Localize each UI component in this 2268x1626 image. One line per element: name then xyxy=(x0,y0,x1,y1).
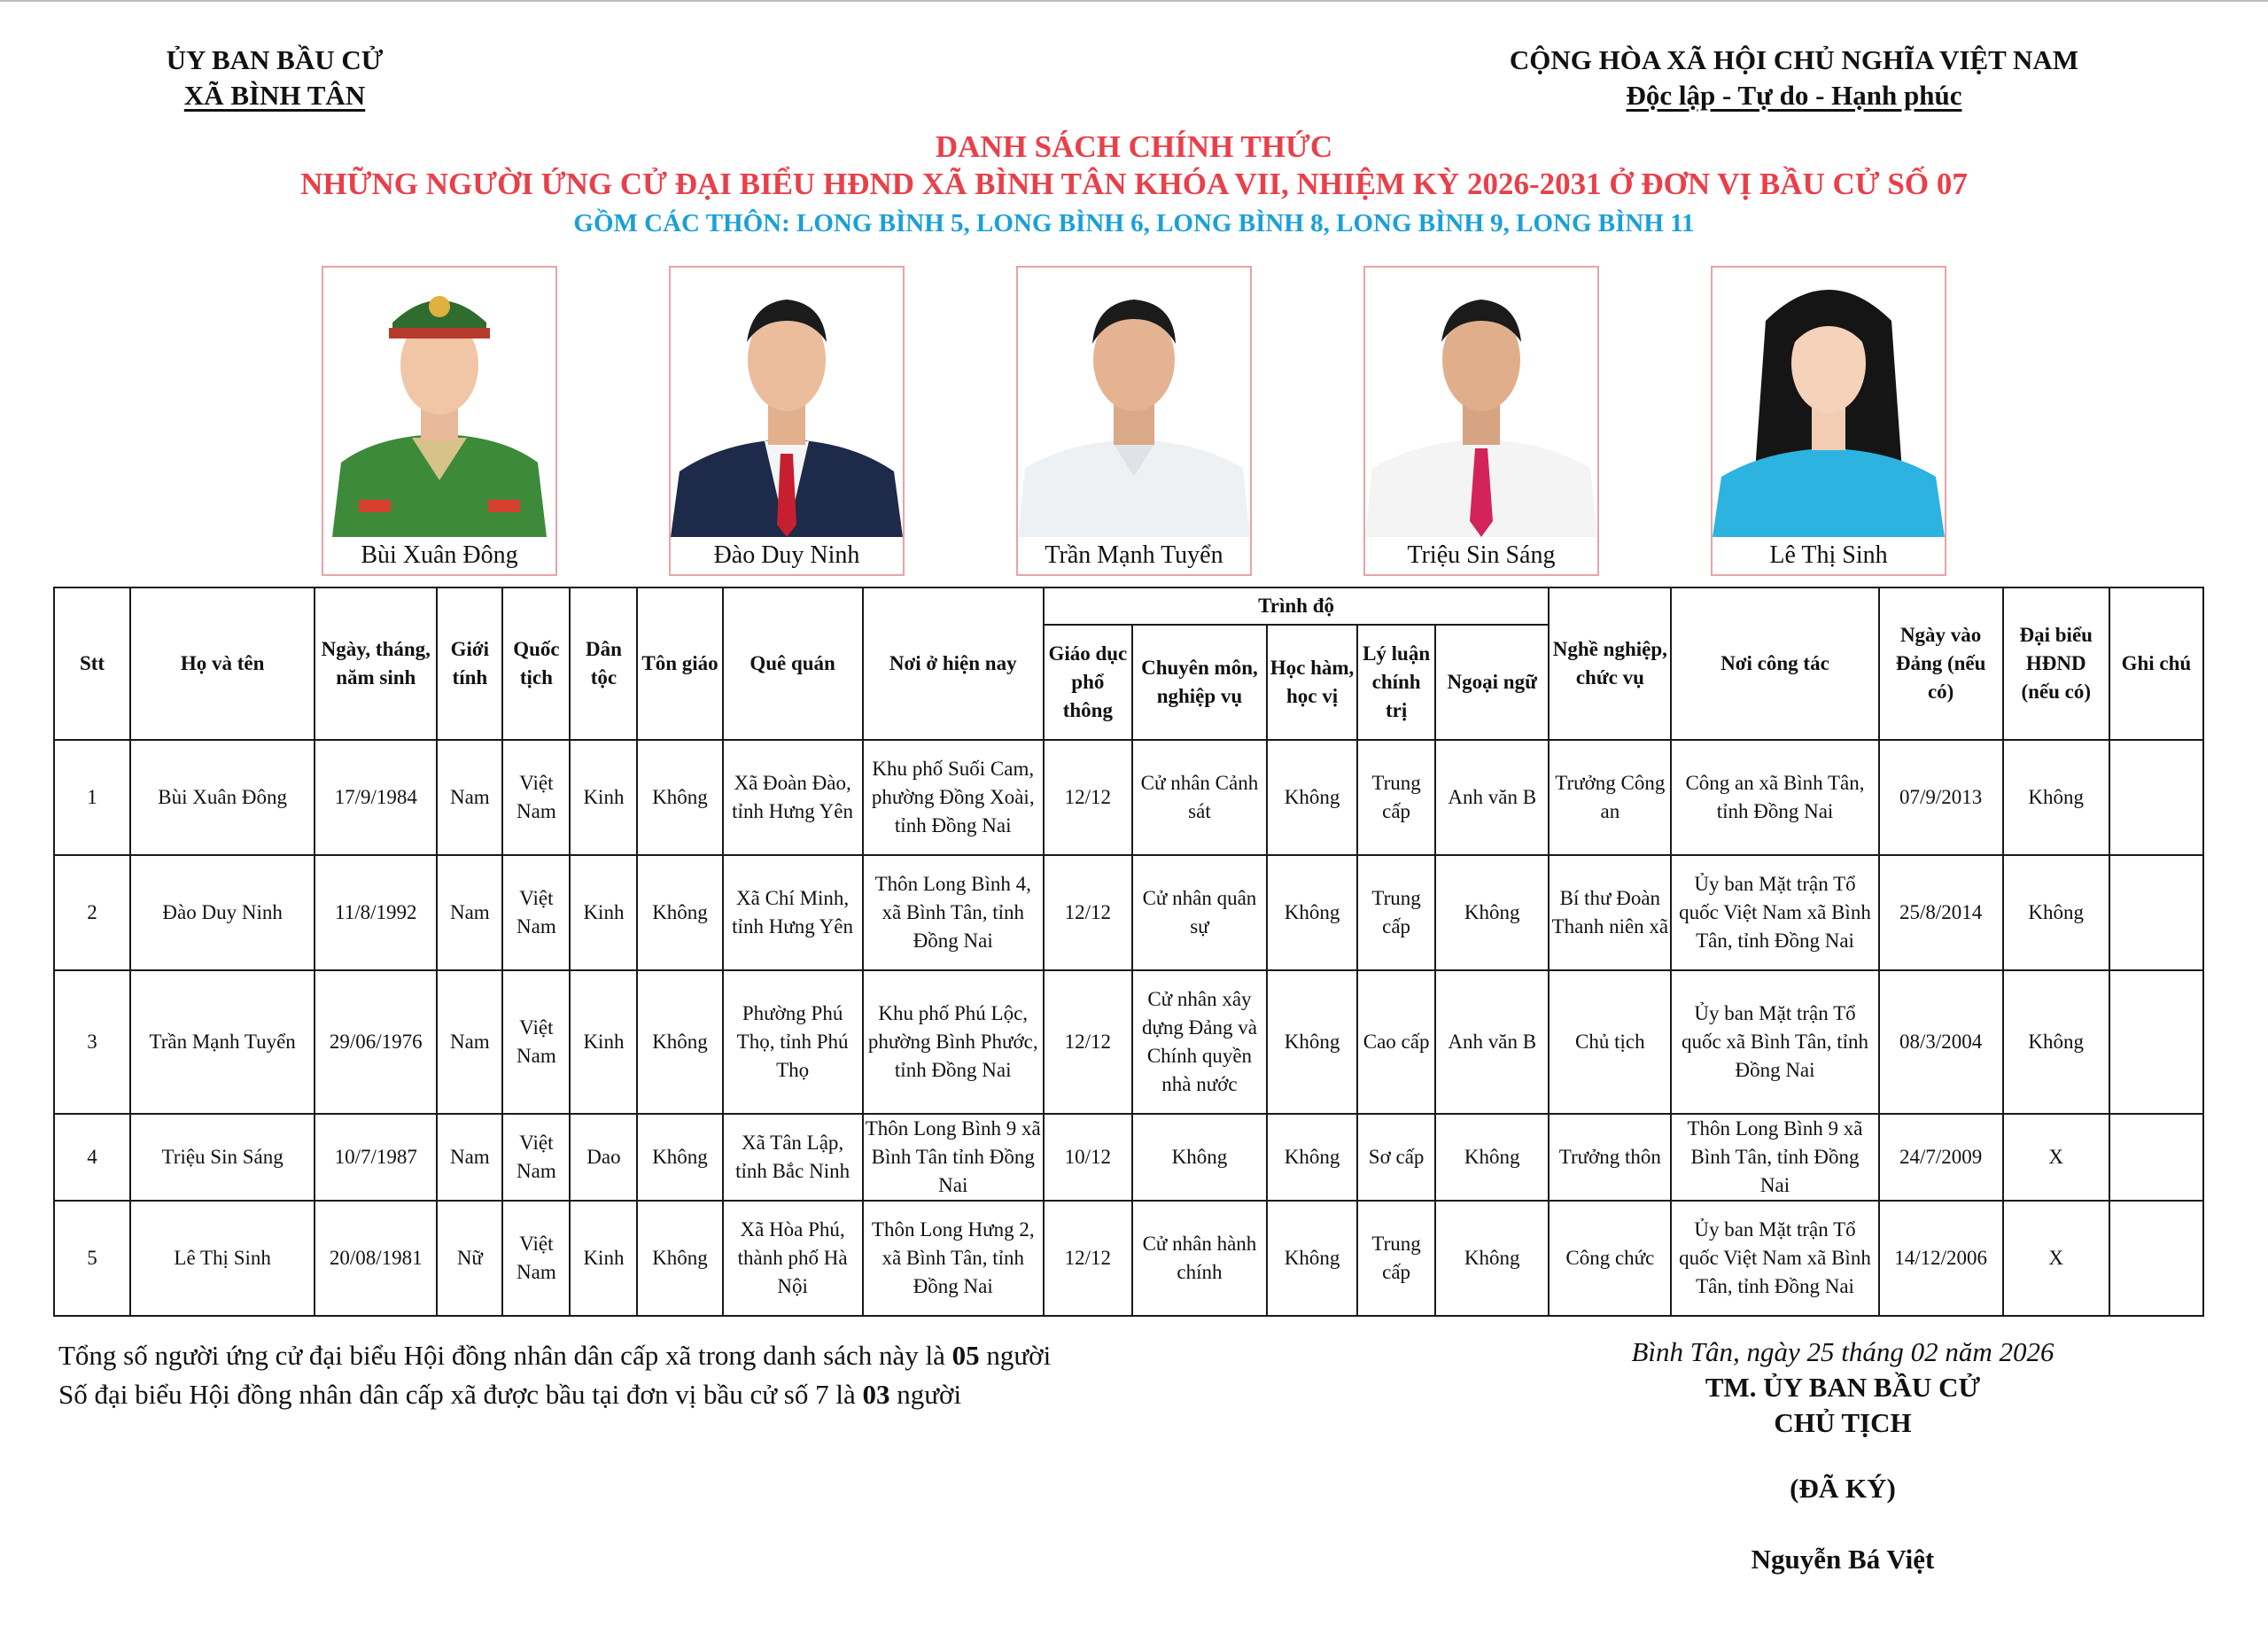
candidate-photo xyxy=(671,268,903,537)
cell-education: 10/12 xyxy=(1044,1114,1132,1201)
cell-birthdate: 29/06/1976 xyxy=(315,970,437,1114)
cell-education: 12/12 xyxy=(1044,970,1132,1114)
cell-specialty: Cử nhân Cảnh sát xyxy=(1132,740,1267,855)
cell-political-theory: Trung cấp xyxy=(1357,1201,1435,1316)
header-nationality: Quốc tịch xyxy=(502,587,570,740)
cell-notes xyxy=(2109,1201,2203,1316)
cell-stt: 5 xyxy=(54,1201,130,1316)
candidate-photo xyxy=(1018,268,1250,537)
cell-hometown: Xã Tân Lập, tỉnh Bắc Ninh xyxy=(723,1114,863,1201)
motto: Độc lập - Tự do - Hạnh phúc xyxy=(1626,80,1962,111)
cell-party-date: 07/9/2013 xyxy=(1879,740,2003,855)
elected-suffix: người xyxy=(889,1379,962,1410)
table-row xyxy=(54,970,2203,1114)
cell-stt: 3 xyxy=(54,970,130,1114)
cell-workplace: Công an xã Bình Tân, tỉnh Đồng Nai xyxy=(1671,740,1878,855)
table-row xyxy=(54,1114,2203,1201)
national-motto xyxy=(1453,43,2135,113)
cell-gender: Nam xyxy=(437,970,502,1114)
header-political-theory: Lý luận chính trị xyxy=(1357,625,1435,740)
cell-political-theory: Sơ cấp xyxy=(1357,1114,1435,1201)
cell-nationality: Việt Nam xyxy=(502,740,570,855)
cell-stt: 1 xyxy=(54,740,130,855)
signature-org: TM. ỦY BAN BẦU CỬ xyxy=(1705,1372,1981,1403)
cell-occupation: Bí thư Đoàn Thanh niên xã xyxy=(1549,855,1671,970)
cell-occupation: Công chức xyxy=(1549,1201,1671,1316)
cell-birthdate: 10/7/1987 xyxy=(315,1114,437,1201)
cell-workplace: Ủy ban Mặt trận Tổ quốc Việt Nam xã Bình Tân, tỉnh Đồng Nai xyxy=(1671,1201,1878,1316)
header-education: Giáo dục phổ thông xyxy=(1044,625,1132,740)
cell-party-date: 08/3/2004 xyxy=(1879,970,2003,1114)
candidate-photo-card xyxy=(1363,266,1599,576)
cell-gender: Nữ xyxy=(437,1201,502,1316)
cell-specialty: Không xyxy=(1132,1114,1267,1201)
table-row xyxy=(54,1201,2203,1316)
header-ethnicity: Dân tộc xyxy=(570,587,637,740)
cell-residence: Khu phố Phú Lộc, phường Bình Phước, tỉnh Đồng Nai xyxy=(863,970,1044,1114)
cell-gender: Nam xyxy=(437,1114,502,1201)
cell-name: Đào Duy Ninh xyxy=(130,855,315,970)
candidate-photo-name: Đào Duy Ninh xyxy=(713,541,860,569)
cell-foreign-language: Không xyxy=(1435,1114,1549,1201)
cell-gender: Nam xyxy=(437,855,502,970)
signer-name: Nguyễn Bá Việt xyxy=(1751,1544,1935,1575)
cell-foreign-language: Anh văn B xyxy=(1435,970,1549,1114)
issuing-authority-line1: ỦY BAN BẦU CỬ xyxy=(166,44,384,75)
cell-residence: Khu phố Suối Cam, phường Đồng Xoài, tỉnh Đồng Nai xyxy=(863,740,1044,855)
cell-residence: Thôn Long Hưng 2, xã Bình Tân, tỉnh Đồng Nai xyxy=(863,1201,1044,1316)
cell-academic-rank: Không xyxy=(1267,855,1357,970)
candidate-photo xyxy=(1713,268,1945,537)
cell-academic-rank: Không xyxy=(1267,970,1357,1114)
cell-specialty: Cử nhân quân sự xyxy=(1132,855,1267,970)
header-academic-rank: Học hàm, học vị xyxy=(1267,625,1357,740)
cell-education: 12/12 xyxy=(1044,1201,1132,1316)
elected-seats-line xyxy=(58,1375,1051,1414)
header-notes: Ghi chú xyxy=(2109,587,2203,740)
cell-name: Bùi Xuân Đông xyxy=(130,740,315,855)
header-party-date: Ngày vào Đảng (nếu có) xyxy=(1879,587,2003,740)
cell-party-date: 24/7/2009 xyxy=(1879,1114,2003,1201)
signature-title: CHỦ TỊCH xyxy=(1774,1407,1912,1438)
elected-prefix: Số đại biểu Hội đồng nhân dân cấp xã được bầu tại đơn vị bầu cử số 7 là xyxy=(58,1379,863,1410)
cell-ethnicity: Kinh xyxy=(570,740,637,855)
cell-academic-rank: Không xyxy=(1267,740,1357,855)
table-row xyxy=(54,740,2203,855)
total-count: 05 xyxy=(951,1340,980,1371)
cell-political-theory: Trung cấp xyxy=(1357,740,1435,855)
candidate-photo-card xyxy=(1016,266,1252,576)
cell-notes xyxy=(2109,970,2203,1114)
cell-workplace: Thôn Long Bình 9 xã Bình Tân, tỉnh Đồng Nai xyxy=(1671,1114,1878,1201)
cell-hometown: Xã Đoàn Đào, tỉnh Hưng Yên xyxy=(723,740,863,855)
total-candidates-line xyxy=(58,1336,1051,1375)
cell-hometown: Phường Phú Thọ, tỉnh Phú Thọ xyxy=(723,970,863,1114)
cell-stt: 4 xyxy=(54,1114,130,1201)
header-foreign-language: Ngoại ngữ xyxy=(1435,625,1549,740)
cell-religion: Không xyxy=(637,855,722,970)
candidate-photo-name: Triệu Sin Sáng xyxy=(1407,541,1556,569)
candidate-photo-name: Trần Mạnh Tuyển xyxy=(1045,541,1223,569)
cell-specialty: Cử nhân hành chính xyxy=(1132,1201,1267,1316)
cell-foreign-language: Không xyxy=(1435,1201,1549,1316)
cell-occupation: Trưởng Công an xyxy=(1549,740,1671,855)
signed-mark: (ĐÃ KÝ) xyxy=(1790,1473,1896,1504)
cell-party-date: 25/8/2014 xyxy=(1879,855,2003,970)
cell-hometown: Xã Chí Minh, tỉnh Hưng Yên xyxy=(723,855,863,970)
cell-ethnicity: Kinh xyxy=(570,855,637,970)
cell-occupation: Trưởng thôn xyxy=(1549,1114,1671,1201)
cell-occupation: Chủ tịch xyxy=(1549,970,1671,1114)
header-residence: Nơi ở hiện nay xyxy=(863,587,1044,740)
cell-religion: Không xyxy=(637,970,722,1114)
cell-nationality: Việt Nam xyxy=(502,1114,570,1201)
document-subtitle: NHỮNG NGƯỜI ỨNG CỬ ĐẠI BIỂU HĐND XÃ BÌNH TÂN KHÓA VII, NHIỆM KỲ 2026-2031 Ở ĐƠN VỊ BẦU CỬ SỐ 07 xyxy=(300,167,1968,201)
candidate-photo-card xyxy=(669,266,905,576)
cell-name: Lê Thị Sinh xyxy=(130,1201,315,1316)
header-religion: Tôn giáo xyxy=(637,587,722,740)
header-hometown: Quê quán xyxy=(723,587,863,740)
cell-academic-rank: Không xyxy=(1267,1201,1357,1316)
cell-political-theory: Trung cấp xyxy=(1357,855,1435,970)
cell-stt: 2 xyxy=(54,855,130,970)
cell-religion: Không xyxy=(637,740,722,855)
cell-notes xyxy=(2109,1114,2203,1201)
cell-council-member: X xyxy=(2003,1201,2109,1316)
header-stt: Stt xyxy=(54,587,130,740)
header-birthdate: Ngày, tháng, năm sinh xyxy=(315,587,437,740)
cell-ethnicity: Kinh xyxy=(570,1201,637,1316)
cell-foreign-language: Anh văn B xyxy=(1435,740,1549,855)
header-qualifications: Trình độ xyxy=(1044,587,1549,625)
issuing-authority xyxy=(115,43,434,113)
total-suffix: người xyxy=(979,1340,1052,1371)
cell-academic-rank: Không xyxy=(1267,1114,1357,1201)
header-workplace: Nơi công tác xyxy=(1671,587,1878,740)
cell-political-theory: Cao cấp xyxy=(1357,970,1435,1114)
candidate-photo-name: Lê Thị Sinh xyxy=(1769,541,1888,569)
cell-council-member: X xyxy=(2003,1114,2109,1201)
candidate-photo-card xyxy=(1711,266,1946,576)
cell-workplace: Ủy ban Mặt trận Tổ quốc Việt Nam xã Bình Tân, tỉnh Đồng Nai xyxy=(1671,855,1878,970)
cell-foreign-language: Không xyxy=(1435,855,1549,970)
cell-education: 12/12 xyxy=(1044,855,1132,970)
cell-hometown: Xã Hòa Phú, thành phố Hà Nội xyxy=(723,1201,863,1316)
cell-nationality: Việt Nam xyxy=(502,970,570,1114)
candidate-photo xyxy=(1365,268,1597,537)
document-date: Bình Tân, ngày 25 tháng 02 năm 2026 xyxy=(1631,1336,2054,1367)
cell-council-member: Không xyxy=(2003,855,2109,970)
cell-ethnicity: Kinh xyxy=(570,970,637,1114)
cell-religion: Không xyxy=(637,1114,722,1201)
cell-party-date: 14/12/2006 xyxy=(1879,1201,2003,1316)
cell-gender: Nam xyxy=(437,740,502,855)
header-gender: Giới tính xyxy=(437,587,502,740)
header-council-member: Đại biểu HĐND (nếu có) xyxy=(2003,587,2109,740)
cell-education: 12/12 xyxy=(1044,740,1132,855)
summary-block xyxy=(58,1336,1051,1414)
document-title: DANH SÁCH CHÍNH THỨC xyxy=(935,129,1333,164)
cell-council-member: Không xyxy=(2003,740,2109,855)
candidate-photo-name: Bùi Xuân Đông xyxy=(361,541,518,569)
cell-name: Triệu Sin Sáng xyxy=(130,1114,315,1201)
header-specialty: Chuyên môn, nghiệp vụ xyxy=(1132,625,1267,740)
cell-name: Trần Mạnh Tuyển xyxy=(130,970,315,1114)
cell-residence: Thôn Long Bình 4, xã Bình Tân, tỉnh Đồng Nai xyxy=(863,855,1044,970)
national-name: CỘNG HÒA XÃ HỘI CHỦ NGHĨA VIỆT NAM xyxy=(1509,44,2079,75)
issuing-authority-line2: XÃ BÌNH TÂN xyxy=(183,80,366,111)
document-villages: GỒM CÁC THÔN: LONG BÌNH 5, LONG BÌNH 6, LONG BÌNH 8, LONG BÌNH 9, LONG BÌNH 11 xyxy=(573,209,1695,237)
cell-nationality: Việt Nam xyxy=(502,855,570,970)
candidate-table xyxy=(53,587,2204,1317)
cell-notes xyxy=(2109,855,2203,970)
cell-council-member: Không xyxy=(2003,970,2109,1114)
cell-nationality: Việt Nam xyxy=(502,1201,570,1316)
total-prefix: Tổng số người ứng cử đại biểu Hội đồng nhân dân cấp xã trong danh sách này là xyxy=(58,1340,952,1371)
cell-birthdate: 11/8/1992 xyxy=(315,855,437,970)
cell-ethnicity: Dao xyxy=(570,1114,637,1201)
table-row xyxy=(54,855,2203,970)
cell-notes xyxy=(2109,740,2203,855)
header-name: Họ và tên xyxy=(130,587,315,740)
candidate-photo xyxy=(323,268,555,537)
candidate-photo-card xyxy=(322,266,557,576)
cell-religion: Không xyxy=(637,1201,722,1316)
cell-specialty: Cử nhân xây dựng Đảng và Chính quyền nhà nước xyxy=(1132,970,1267,1114)
header-occupation: Nghề nghiệp, chức vụ xyxy=(1549,587,1671,740)
cell-birthdate: 17/9/1984 xyxy=(315,740,437,855)
cell-residence: Thôn Long Bình 9 xã Bình Tân tỉnh Đồng Nai xyxy=(863,1114,1044,1201)
cell-birthdate: 20/08/1981 xyxy=(315,1201,437,1316)
cell-workplace: Ủy ban Mặt trận Tổ quốc xã Bình Tân, tỉnh Đồng Nai xyxy=(1671,970,1878,1114)
elected-count: 03 xyxy=(862,1379,890,1410)
